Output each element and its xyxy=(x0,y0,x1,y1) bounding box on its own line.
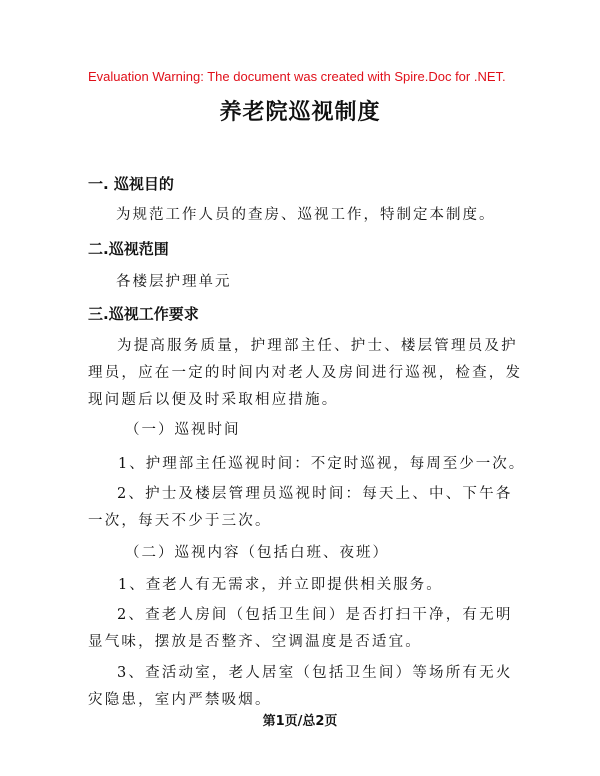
section-body-purpose: 为规范工作人员的查房、巡视工作，特制定本制度。 xyxy=(116,207,496,223)
list-item: 1、查老人有无需求，并立即提供相关服务。 xyxy=(118,577,443,593)
list-item: 3、查活动室，老人居室（包括卫生间）等场所有无火灾隐患，室内严禁吸烟。 xyxy=(88,665,513,708)
subsection-heading-content: （二）巡视内容（包括白班、夜班） xyxy=(125,545,389,561)
evaluation-warning: Evaluation Warning: The document was created with Spire.Doc for .NET. xyxy=(88,69,506,84)
list-item: 1、护理部主任巡视时间：不定时巡视，每周至少一次。 xyxy=(118,456,526,472)
section-body-requirements: 为提高服务质量，护理部主任、护士、楼层管理员及护理员，应在一定的时间内对老人及房间进行巡视，检查，发现问题后以便及时采取相应措施。 xyxy=(88,338,523,408)
page-title: 养老院巡视制度 xyxy=(219,100,381,125)
section-body-scope: 各楼层护理单元 xyxy=(116,274,232,290)
section-heading-purpose: 一. 巡视目的 xyxy=(88,175,174,193)
section-heading-requirements: 三.巡视工作要求 xyxy=(88,305,199,323)
subsection-heading-time: （一）巡视时间 xyxy=(125,422,241,438)
list-item: 2、护士及楼层管理员巡视时间：每天上、中、下午各一次，每天不少于三次。 xyxy=(88,486,513,529)
page-number-footer: 第1页/总2页 xyxy=(262,714,338,729)
list-item: 2、查老人房间（包括卫生间）是否打扫干净，有无明显气味，摆放是否整齐、空调温度是否适宜。 xyxy=(88,607,513,650)
section-heading-scope: 二.巡视范围 xyxy=(88,240,169,258)
